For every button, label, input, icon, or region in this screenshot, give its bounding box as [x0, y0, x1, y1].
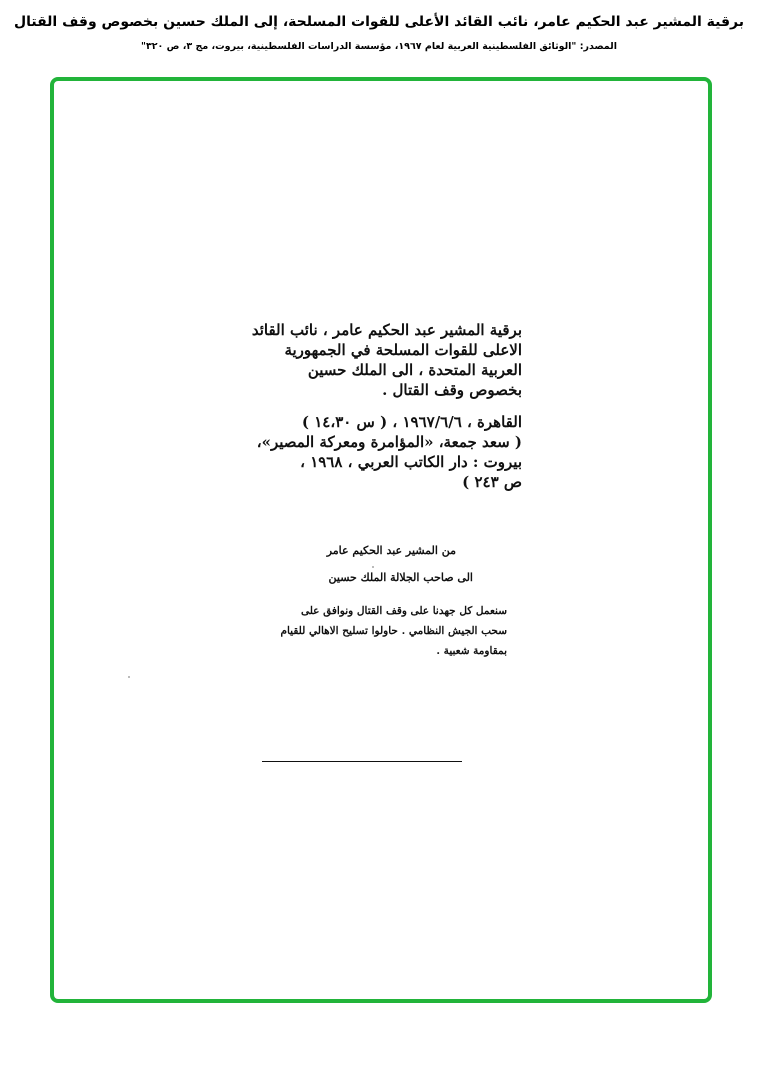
page-title: برقية المشير عبد الحكيم عامر، نائب القائد الأعلى للقوات المسلحة، إلى الملك حسين بخصوص وقف القتال	[13, 14, 744, 30]
citation-line: ص ٢٤٣ )	[462, 473, 522, 491]
sender-line: من المشير عبد الحكيم عامر	[326, 544, 456, 557]
citation-line: بيروت : دار الكاتب العربي ، ١٩٦٨ ،	[300, 453, 522, 471]
telegram-body-line: بمقاومة شعبية .	[436, 645, 507, 657]
telegram-body	[247, 601, 507, 661]
citation-line: ( سعد جمعة، «المؤامرة ومعركة المصير»،	[256, 433, 522, 451]
telegram-body-line: سنعمل كل جهدنا على وقف القتال ونوافق على	[300, 605, 507, 617]
document-frame	[50, 77, 712, 1003]
telegram-body-line: سحب الجيش النظامي . حاولوا تسليح الاهالي للقيام	[280, 625, 507, 637]
document-citation-block	[222, 412, 522, 492]
document-title-line: برقية المشير عبد الحكيم عامر ، نائب القائد	[251, 321, 522, 339]
document-title-block	[222, 320, 522, 400]
citation-line: القاهرة ، ١٩٦٧/٦/٦ ، ( س ١٤،٣٠ )	[301, 413, 522, 431]
document-title-line: بخصوص وقف القتال .	[382, 381, 522, 399]
document-title-line: العربية المتحدة ، الى الملك حسين	[307, 361, 522, 379]
scan-speck	[372, 566, 374, 568]
scan-speck	[128, 676, 130, 678]
document-title-line: الاعلى للقوات المسلحة في الجمهورية	[284, 341, 522, 359]
source-citation: المصدر: "الوثائق الفلسطينية العربية لعام ١٩٦٧، مؤسسة الدراسات الفلسطينية، بيروت، مج ٣، ص ٣٢٠"	[140, 41, 618, 52]
recipient-line: الى صاحب الجلالة الملك حسين	[328, 571, 473, 584]
signature-rule	[262, 761, 462, 762]
